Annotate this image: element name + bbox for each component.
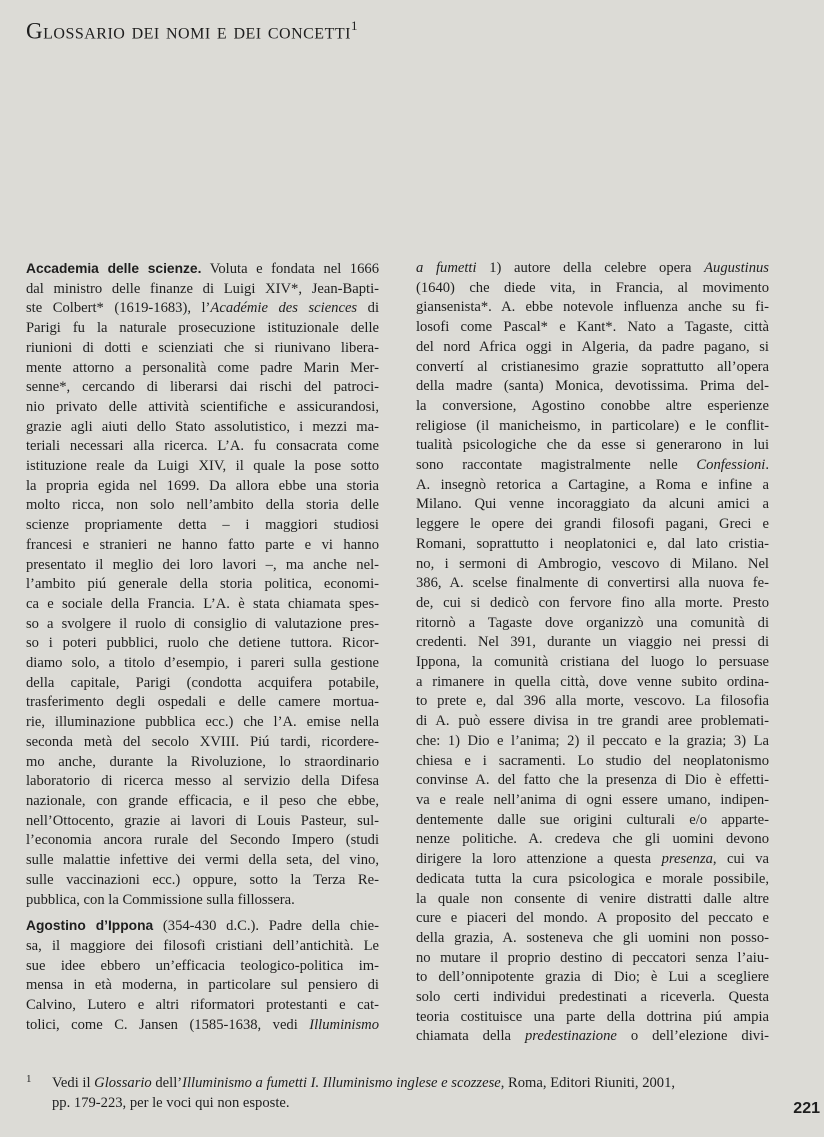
- text-line: sono raccontate magistralmente nelle Confessioni.: [416, 457, 769, 474]
- text-line: cure e piaceri del mondo. A proposito del peccato e: [416, 910, 769, 927]
- text-line: l’economia ancora rurale del Secondo Impero (studi: [26, 832, 379, 849]
- text-line: solo certi individui predestinati a riceverla. Questa: [416, 989, 769, 1006]
- text-line: (1640) che diede vita, in Francia, al movimento: [416, 279, 769, 296]
- text-line: pubblica, con la Commissione sulla fillossera.: [26, 891, 295, 908]
- text-line: mo anche, durante la Rivoluzione, lo straordinario: [26, 753, 379, 770]
- text-line: riunioni di dotti e scienziati che si riunivano libera-: [26, 339, 379, 356]
- text-line: mensa in età moderna, in particolare sul pensiero di: [26, 977, 379, 994]
- text-line: di A. può essere divisa in tre grandi aree problemati-: [416, 713, 769, 730]
- text-line: credenti. Nel 391, durante un viaggio nei pressi di: [416, 634, 769, 651]
- text-line: seconda metà del secolo XVIII. Piú tardi, ricordere-: [26, 733, 379, 750]
- text-line: del nord Africa oggi in Algeria, da padre pagano, si: [416, 338, 769, 355]
- text-line: dedicata tutta la cura psicologica e morale possibile,: [416, 870, 769, 887]
- page-number: 221: [793, 1100, 820, 1117]
- text-line: della capitale, Parigi (condotta acquifera potabile,: [26, 674, 379, 691]
- glossary-entry: [26, 916, 379, 1035]
- text-line: la quale non consente di venire distratti dalle altre: [416, 890, 769, 907]
- text-line: sue idee ebbero un’efficacia teologico-politica im-: [26, 957, 379, 974]
- text-line: 386, A. scelse finalmente di convertirsi alla nuova fe-: [416, 575, 769, 592]
- text-line: so a svolgere il ruolo di consiglio di valutazione pres-: [26, 615, 379, 632]
- text-line: va e reale nell’anima di ogni essere umano, indipen-: [416, 791, 769, 808]
- text-line: so i poteri pubblici, ruolo che detiene tuttora. Ricor-: [26, 635, 379, 652]
- text-line: convertí al cristianesimo grazie soprattutto all’opera: [416, 358, 769, 375]
- text-line: la conversione, Agostino conobbe altre esperienze: [416, 397, 769, 414]
- right-column: [416, 259, 769, 1047]
- footnote-text: Vedi il Glossario dell’Illuminismo a fumetti I. Illuminismo inglese e scozzese, Roma, Editori Riuniti, 2001, pp. 179-223, per le voci qui non esposte.: [52, 1075, 676, 1111]
- text-line: laboratorio di ricerca messo al servizio della Difesa: [26, 773, 379, 790]
- text-line: mente attorno a personalità come padre Marin Mer-: [26, 359, 379, 376]
- text-line: losofi come Pascal* e Kant*. Nato a Tagaste, città: [416, 319, 769, 336]
- text-line: ste Colbert* (1619-1683), l’Académie des sciences di: [26, 300, 379, 317]
- text-line: Romani, soprattutto i neoplatonici e, dal lato cristia-: [416, 535, 769, 552]
- text-line: to prete e, dal 396 alla morte, vescovo. La filosofia: [416, 693, 769, 710]
- text-line: istituzione reale da Luigi XIV, il quale la pose sotto: [26, 458, 379, 475]
- text-line: trasferimento degli ospedali e delle camere mortua-: [26, 694, 379, 711]
- text-line: leggere le opere dei grandi filosofi pagani, Greci e: [416, 516, 769, 533]
- text-line: nenze politiche. A. credeva che gli uomini devono: [416, 831, 769, 848]
- text-line: to dell’onnipotente grazia di Dio; è Lui a scegliere: [416, 969, 769, 986]
- text-line: dentemente dalle sue origini culturali e/o apparte-: [416, 811, 769, 828]
- text-line: ritornò a Tagaste dove organizzò una comunità di: [416, 614, 769, 631]
- page-title: Glossario dei nomi e dei concetti$^1$: [26, 18, 358, 44]
- text-line: nell’Ottocento, grazie ai lavori di Louis Pasteur, sul-: [26, 812, 379, 829]
- text-line: chiesa e i sacramenti. Lo studio del neoplatonismo: [416, 752, 769, 769]
- text-line: nazionale, con grande efficacia, e il peso che ebbe,: [26, 792, 379, 809]
- text-line: sulle vaccinazioni ecc.) oppure, sotto la Terza Re-: [26, 871, 379, 888]
- text-line: rie, illuminazione pubblica ecc.) che l’A. emise nella: [26, 714, 379, 731]
- text-line: della madre (santa) Monica, devotissima. Prima del-: [416, 378, 769, 395]
- footnote-mark: 1: [26, 1073, 32, 1085]
- text-line: che: 1) Dio e l’anima; 2) il peccato e la grazia; 3) La: [416, 732, 769, 749]
- text-line: sa, il maggiore dei filosofi cristiani dell’antichità. Le: [26, 937, 379, 954]
- text-line: religiose (il manicheismo, in particolare) e le conflit-: [416, 417, 769, 434]
- text-line: diamo solo, a titolo d’esempio, i pareri sulla gestione: [26, 655, 379, 672]
- text-line: convinse A. del fatto che la presenza di Dio è effetti-: [416, 772, 769, 789]
- text-line: molto ricca, non solo nell’ambito della storia delle: [26, 497, 379, 514]
- text-line: no, i sermoni di Ambrogio, vescovo di Milano. Nel: [416, 555, 769, 572]
- text-line: francesi e stranieri ne hanno fatto parte e vi hanno: [26, 536, 379, 553]
- text-line: tolici, come C. Jansen (1585-1638, vedi Illuminismo: [26, 1016, 379, 1033]
- text-line: scienze propriamente detta – i maggiori studiosi: [26, 517, 379, 534]
- text-line: de, cui si dedicò con fervore fino alla morte. Presto: [416, 594, 769, 611]
- text-line: l’ambito piú generale della storia politica, economi-: [26, 576, 379, 593]
- text-line: Calvino, Lutero e altri riformatori protestanti e cat-: [26, 997, 379, 1014]
- entry-term: Agostino d’Ippona: [26, 918, 154, 934]
- left-column: [26, 259, 379, 1035]
- text-line: tualità psicologiche che da esse si generarono in lui: [416, 437, 769, 454]
- glossary-entry: [26, 259, 379, 910]
- text-line: presentato il meglio dei loro lavori –, ma anche nel-: [26, 556, 379, 573]
- text-line: la propria egida nel 1699. Da allora ebbe una storia: [26, 477, 379, 494]
- text-line: chiamata della predestinazione o dell’elezione divi-: [416, 1028, 769, 1045]
- entry-term: Accademia delle scienze.: [26, 261, 202, 276]
- text-line: Ippona, la comunità cristiana del luogo lo persuase: [416, 654, 769, 671]
- text-line: nio privato delle attività scientifiche e assicurandosi,: [26, 398, 379, 415]
- text-line: sulle malattie infettive dei vermi della seta, del vino,: [26, 852, 379, 869]
- footnote: [26, 1073, 746, 1113]
- text-line: Accademia delle scienze. Voluta e fondata nel 1666: [26, 261, 379, 277]
- text-line: teriali necessari alla ricerca. L’A. fu consacrata come: [26, 438, 379, 455]
- footnote-reference: 1: [350, 18, 358, 33]
- text-line: no mutare il proprio destino di peccatori senza l’aiu-: [416, 949, 769, 966]
- text-line: Milano. Qui venne incoraggiato da alcuni amici a: [416, 496, 769, 513]
- text-line: A. insegnò retorica a Cartagine, a Roma e infine a: [416, 476, 769, 493]
- text-line: ca e sociale della Francia. L’A. è stata chiamata spes-: [26, 595, 379, 612]
- text-line: dirigere la loro attenzione a questa presenza, cui va: [416, 851, 769, 868]
- text-line: Agostino d’Ippona (354-430 d.C.). Padre della chie-: [26, 918, 379, 935]
- text-line: a rimanere in quella città, dove venne subito ordina-: [416, 673, 769, 690]
- text-line: giansenista*. A. ebbe notevole influenza anche su fi-: [416, 299, 769, 316]
- text-line: della grazia, A. sosteneva che gli uomini non posso-: [416, 929, 769, 946]
- text-line: dal ministro delle finanze di Luigi XIV*, Jean-Bapti-: [26, 280, 379, 297]
- text-line: a fumetti 1) autore della celebre opera Augustinus: [416, 260, 769, 276]
- text-line: grazie agli aiuti dello Stato assolutistico, i mezzi ma-: [26, 418, 379, 435]
- text-line: senne*, cercando di liberarsi dai rischi del patroci-: [26, 379, 379, 396]
- text-line: Parigi fu la naturale prosecuzione istituzionale delle: [26, 320, 379, 337]
- text-line: teoria costituisce una parte della dottrina piú ampia: [416, 1008, 769, 1025]
